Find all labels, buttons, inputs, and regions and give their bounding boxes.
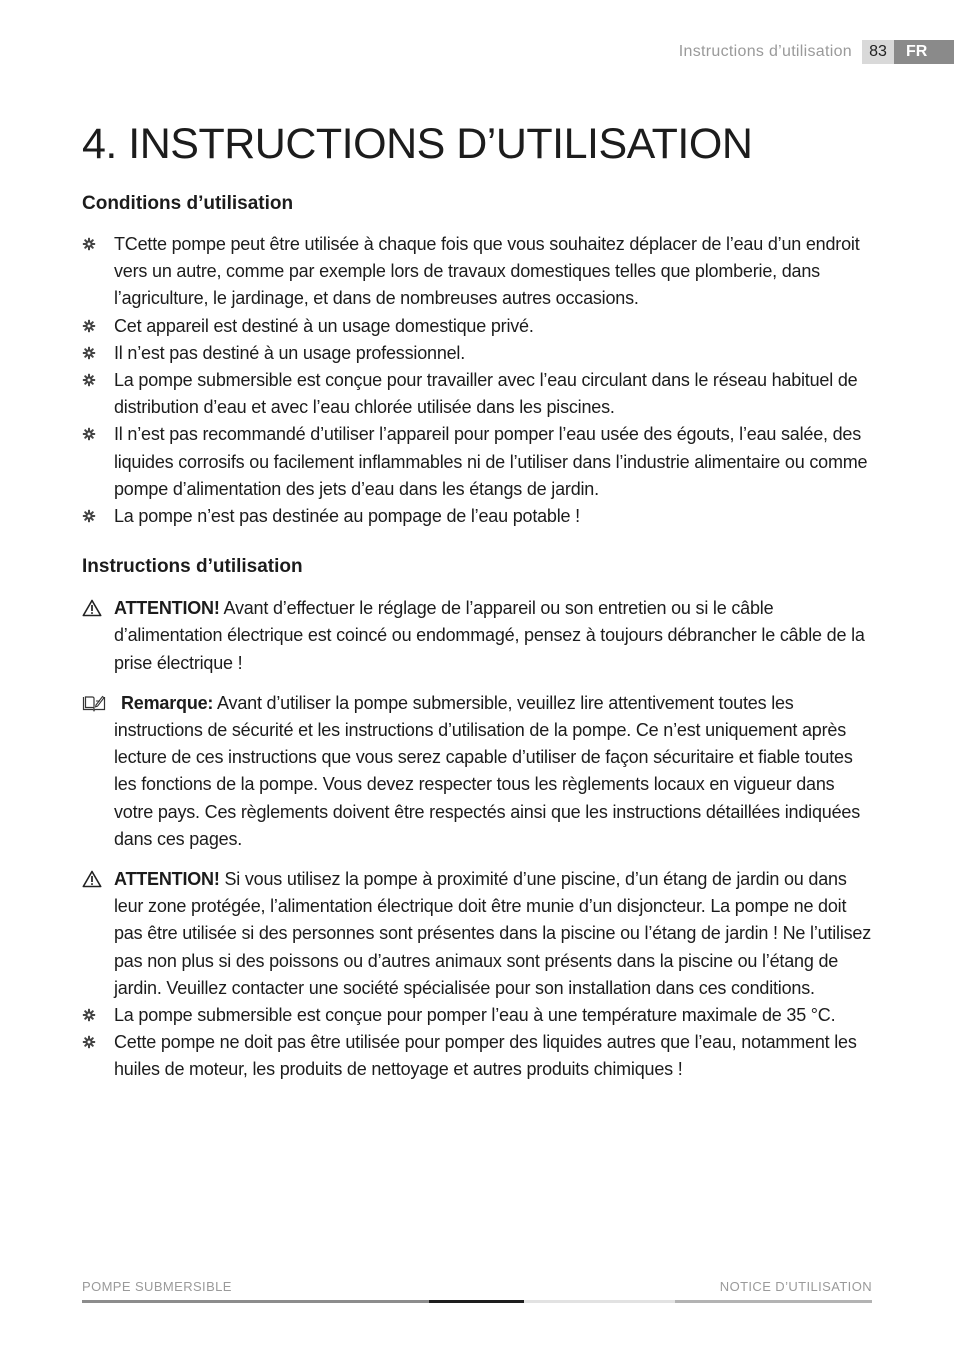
footer-document-type: NOTICE D’UTILISATION (719, 1279, 872, 1294)
page-footer (82, 1279, 872, 1303)
remark-text: Avant d’utiliser la pompe submersible, veuillez lire attentivement toutes les instructions de sécurité et les instructions d’utilisation de la pompe. Ce n’est uniquement après lecture de ces instructions que vous serez capable d’utiliser de façon sécuritaire et fiable toutes les fonctions de la pompe. Vous devez respecter tous les règlements locaux en vigueur dans votre pays. Ces règlements doivent être respectés ainsi que les instructions détaillées indiquées dans ces pages. (114, 692, 861, 849)
remark-notice (82, 690, 872, 853)
warning-triangle-icon (82, 870, 102, 888)
open-book-note-icon (82, 694, 106, 712)
gear-bullet-icon (82, 427, 96, 441)
conditions-list (82, 231, 872, 530)
instructions-heading: Instructions d’utilisation (82, 556, 303, 578)
list-item: La pompe submersible est conçue pour pomper l’eau à une température maximale de 35 °C. (82, 1002, 872, 1029)
conditions-heading: Conditions d’utilisation (82, 193, 294, 214)
footer-product-name: POMPE SUBMERSIBLE (82, 1279, 232, 1294)
list-item: Cette pompe ne doit pas être utilisée pour pomper des liquides autres que l’eau, notamment les huiles de moteur, les produits de nettoyage et autres produits chimiques ! (82, 1029, 872, 1083)
footer-rule (82, 1300, 872, 1303)
attention-notice (82, 595, 872, 677)
gear-bullet-icon (82, 373, 96, 387)
header-section-title: Instructions d’utilisation (678, 43, 852, 60)
attention-text: Si vous utilisez la pompe à proximité d’une piscine, d’un étang de jardin ou dans leur zone protégée, l’alimentation électrique doit être munie d’un disjoncteur. La pompe ne doit pas être utilisée si des personnes sont présentes dans la piscine ou l’étang de jardin ! Ne l’utilisez pas non plus si des poissons ou d’autres animaux sont présents dans la piscine ou l’étang de jardin. Veuillez contacter une société spécialisée pour son installation dans ces conditions. (114, 869, 872, 998)
list-item: Il n’est pas recommandé d’utiliser l’appareil pour pomper l’eau usée des égouts, l’eau salée, des liquides corrosifs ou facilement inflammables ni de l’utiliser dans l’industrie alimentaire ou comme pompe d’alimentation des jets d’eau dans les étangs de jardin. (82, 421, 872, 503)
instructions-list (82, 1002, 872, 1084)
list-item: Il n’est pas destiné à un usage professionnel. (82, 340, 872, 367)
gear-bullet-icon (82, 346, 96, 360)
gear-bullet-icon (82, 1008, 96, 1022)
list-item: La pompe n’est pas destinée au pompage de l’eau potable ! (82, 503, 872, 530)
attention-label: ATTENTION! (114, 598, 220, 619)
attention-notice (82, 866, 872, 1002)
gear-bullet-icon (82, 1035, 96, 1049)
page-content (82, 118, 872, 1084)
remark-label: Remarque: (121, 692, 214, 713)
gear-bullet-icon (82, 319, 96, 333)
list-item: TCette pompe peut être utilisée à chaque fois que vous souhaitez déplacer de l’eau d’un endroit vers un autre, comme par exemple lors de travaux domestiques telles que plomberie, dans l’agriculture, le jardinage, et dans de nombreuses autres occasions. (82, 231, 872, 313)
attention-text: Avant d’effectuer le réglage de l’appareil ou son entretien ou si le câble d’alimentation électrique est coincé ou endommagé, pensez à toujours débrancher le câble de la prise électrique ! (114, 598, 865, 673)
gear-bullet-icon (82, 237, 96, 251)
page-title: 4. INSTRUCTIONS D’UTILISATION (82, 120, 753, 168)
attention-label: ATTENTION! (114, 869, 220, 890)
list-item: Cet appareil est destiné à un usage domestique privé. (82, 313, 872, 340)
page-header (679, 40, 954, 64)
page-number: 83 (862, 40, 894, 64)
warning-triangle-icon (82, 599, 102, 617)
list-item: La pompe submersible est conçue pour travailler avec l’eau circulant dans le réseau habituel de distribution d’eau et avec l’eau chlorée utilisée dans les piscines. (82, 367, 872, 421)
gear-bullet-icon (82, 509, 96, 523)
language-tab: FR (894, 40, 954, 64)
